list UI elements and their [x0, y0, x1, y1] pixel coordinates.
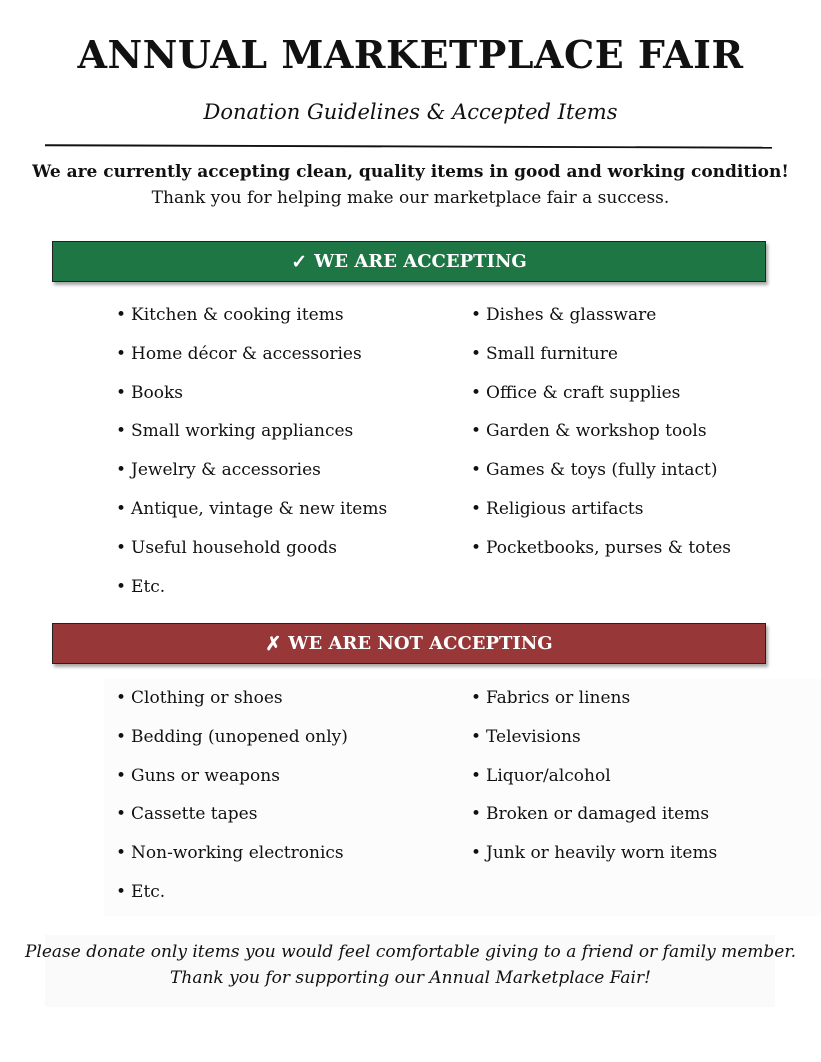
cross-icon: ✗: [265, 632, 282, 655]
list-item: • Jewelry & accessories: [116, 460, 387, 499]
list-item: • Liquor/alcohol: [471, 766, 717, 805]
list-item: • Clothing or shoes: [116, 688, 348, 727]
list-item: • Junk or heavily worn items: [471, 843, 717, 882]
list-item: • Useful household goods: [116, 538, 387, 577]
list-item: • Fabrics or linens: [471, 688, 717, 727]
list-item: • Broken or damaged items: [471, 804, 717, 843]
not-accepting-list-right: [471, 688, 717, 882]
list-item: • Dishes & glassware: [471, 305, 731, 344]
list-item: • Small working appliances: [116, 421, 387, 460]
intro-bold-text: We are currently accepting clean, quality items in good and working condition!: [32, 162, 789, 182]
list-item: • Home décor & accessories: [116, 344, 387, 383]
not-accepting-banner: [52, 623, 766, 664]
accepting-list-right: [471, 305, 731, 577]
list-item: • Office & craft supplies: [471, 383, 731, 422]
list-item: • Religious artifacts: [471, 499, 731, 538]
footer-thanks: Thank you for supporting our Annual Marketplace Fair!: [170, 968, 651, 988]
list-item: • Etc.: [116, 882, 348, 921]
accepting-banner: [52, 241, 766, 282]
list-item: • Antique, vintage & new items: [116, 499, 387, 538]
list-item: • Games & toys (fully intact): [471, 460, 731, 499]
list-item: • Cassette tapes: [116, 804, 348, 843]
accepting-heading: WE ARE ACCEPTING: [314, 251, 527, 272]
list-item: • Non-working electronics: [116, 843, 348, 882]
list-item: • Kitchen & cooking items: [116, 305, 387, 344]
list-item: • Etc.: [116, 577, 387, 616]
list-item: • Garden & workshop tools: [471, 421, 731, 460]
page-title: ANNUAL MARKETPLACE FAIR: [77, 32, 744, 77]
checkmark-icon: ✓: [291, 250, 308, 273]
accepting-list-left: [116, 305, 387, 615]
not-accepting-heading: WE ARE NOT ACCEPTING: [288, 633, 553, 654]
not-accepting-list-left: [116, 688, 348, 921]
intro-text: Thank you for helping make our marketplace fair a success.: [151, 188, 670, 208]
list-item: • Pocketbooks, purses & totes: [471, 538, 731, 577]
list-item: • Small furniture: [471, 344, 731, 383]
title-divider: [45, 143, 772, 149]
list-item: • Books: [116, 383, 387, 422]
list-item: • Televisions: [471, 727, 717, 766]
page-subtitle: Donation Guidelines & Accepted Items: [203, 100, 618, 124]
list-item: • Guns or weapons: [116, 766, 348, 805]
list-item: • Bedding (unopened only): [116, 727, 348, 766]
footer-note: Please donate only items you would feel comfortable giving to a friend or family member.: [24, 942, 796, 962]
